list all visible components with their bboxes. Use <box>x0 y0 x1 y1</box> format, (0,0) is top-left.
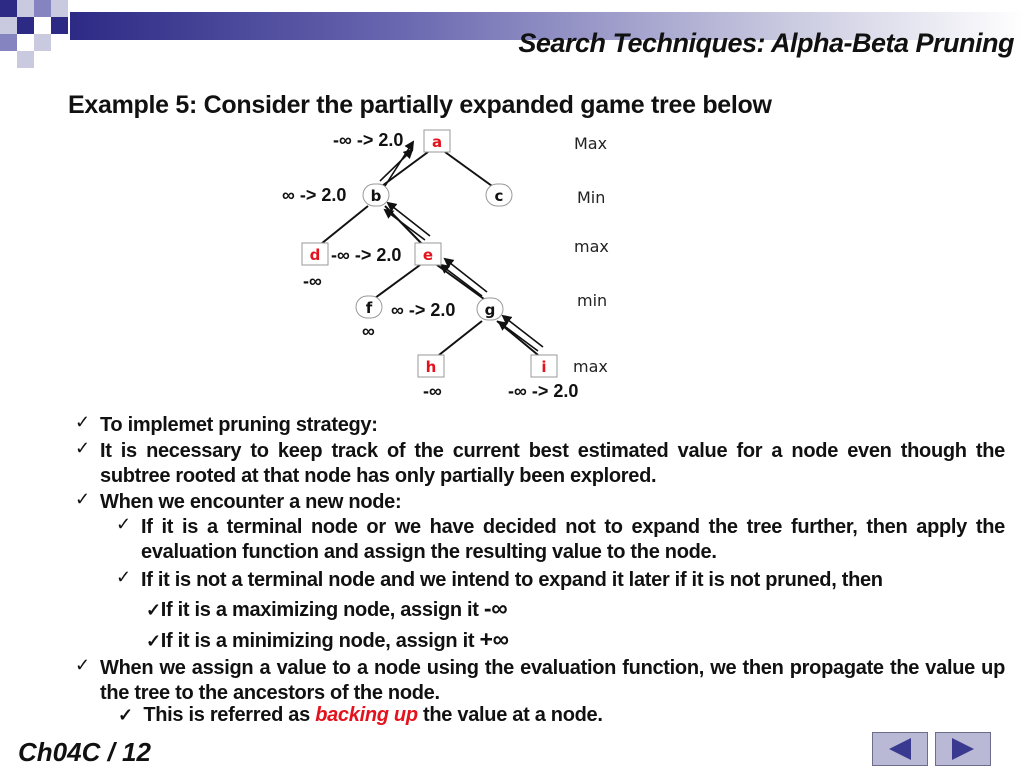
annotation-i: -∞ -> 2.0 <box>508 381 579 401</box>
node-label-e: e <box>422 246 434 264</box>
edge-e-g <box>437 265 484 299</box>
check-icon: ✓ <box>75 412 91 432</box>
bullet-item: When we encounter a new node: <box>100 491 402 513</box>
triangle-left-icon <box>873 733 927 765</box>
check-icon: ✓ <box>75 489 91 509</box>
annotation-e: -∞ -> 2.0 <box>331 245 402 265</box>
bullet-subsubitem <box>146 627 746 654</box>
node-f <box>356 296 382 318</box>
min-node-value: +∞ <box>479 626 509 652</box>
bullet-subitem: If it is a terminal node or we have decided not to expand the tree further, then apply the evaluation function and assign the resulting value to the node. <box>141 516 1005 563</box>
node-label-f: f <box>365 299 373 317</box>
node-a <box>424 130 450 152</box>
check-icon: ✓ <box>75 438 91 458</box>
bullet-subitem <box>118 703 818 728</box>
backup-arrow-g-e <box>441 265 482 296</box>
backup-arrow-i-g <box>499 322 538 351</box>
node-label-g: g <box>484 301 496 319</box>
check-icon: ✓ <box>146 631 161 651</box>
check-icon: ✓ <box>116 514 132 534</box>
page-number: Ch04C / 12 <box>18 737 151 767</box>
node-c <box>486 184 512 206</box>
check-icon: ✓ <box>75 655 91 675</box>
node-label-i: i <box>541 358 547 376</box>
backing-up-term: backing up <box>315 704 418 726</box>
node-label-h: h <box>425 358 437 376</box>
bullet-item: To implemet pruning strategy: <box>100 414 378 436</box>
backing-up-prefix: This is referred as <box>143 704 310 726</box>
node-label-b: b <box>370 187 382 205</box>
triangle-right-icon <box>936 733 990 765</box>
check-icon: ✓ <box>146 600 161 620</box>
node-label-a: a <box>431 133 443 151</box>
backup-arrow-e-b <box>385 210 425 240</box>
max-node-value: -∞ <box>483 595 508 621</box>
example-heading: Example 5: Consider the partially expanded game tree below <box>68 91 772 119</box>
node-e <box>415 243 441 265</box>
previous-slide-button[interactable] <box>872 732 928 766</box>
edge-a-c <box>445 152 492 186</box>
annotation-a: -∞ -> 2.0 <box>333 130 404 150</box>
edge-g-h <box>439 321 482 355</box>
max-node-rule: If it is a maximizing node, assign it <box>160 599 479 621</box>
annotation-f: ∞ <box>362 321 375 341</box>
check-icon: ✓ <box>116 567 132 587</box>
edge-b-d <box>321 206 368 244</box>
bullet-item: When we assign a value to a node using the evaluation function, we then propagate the value up the tree to the ancestors of the node. <box>100 657 1005 704</box>
annotation-b: ∞ -> 2.0 <box>282 185 347 205</box>
check-icon: ✓ <box>118 705 133 725</box>
node-d <box>302 243 328 265</box>
node-g <box>477 298 503 320</box>
node-h <box>418 355 444 377</box>
node-i <box>531 355 557 377</box>
annotation-g: ∞ -> 2.0 <box>391 300 456 320</box>
annotation-d: -∞ <box>303 271 322 291</box>
bullet-item: It is necessary to keep track of the current best estimated value for a node even though the subtree rooted at that node has only partially been explored. <box>100 440 1005 487</box>
edge-e-f <box>375 265 420 298</box>
next-slide-button[interactable] <box>935 732 991 766</box>
bullet-subsubitem <box>146 596 746 623</box>
node-label-d: d <box>309 246 321 264</box>
annotation-h: -∞ <box>423 381 442 401</box>
slide-title: Search Techniques: Alpha-Beta Pruning <box>518 28 1014 58</box>
level-label-max: max <box>574 237 609 256</box>
level-label-max: Max <box>574 134 608 153</box>
node-label-c: c <box>494 187 504 205</box>
bullet-subitem: If it is not a terminal node and we intend to expand it later if it is not pruned, then <box>141 569 883 591</box>
level-label-min: min <box>577 291 608 310</box>
level-label-min: Min <box>577 188 606 207</box>
node-b <box>363 184 389 206</box>
level-label-max: max <box>573 357 608 376</box>
min-node-rule: If it is a minimizing node, assign it <box>160 630 475 652</box>
backing-up-suffix: the value at a node. <box>423 704 603 726</box>
